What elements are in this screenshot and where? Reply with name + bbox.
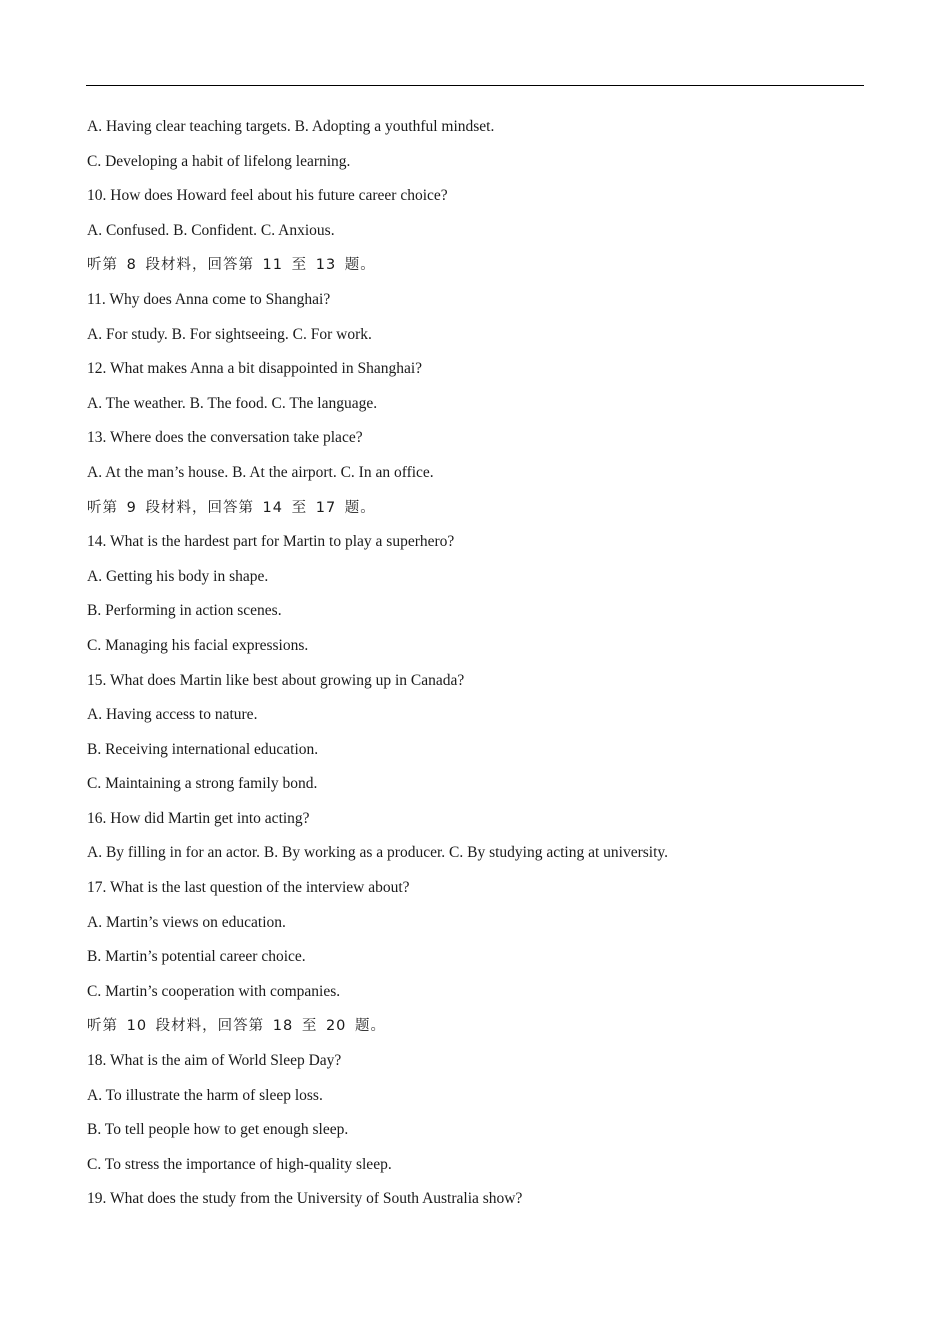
question-text: 12. What makes Anna a bit disappointed in Shanghai? [87,360,423,378]
section-instruction: 听第 8 段材料，回答第 11 至 13 题。 [87,257,376,274]
question-text: 17. What is the last question of the interview about? [87,879,410,897]
answer-options: C. To stress the importance of high-quality sleep. [87,1155,392,1173]
question-text: 11. Why does Anna come to Shanghai? [87,290,331,308]
answer-options: A. Having clear teaching targets. B. Adopting a youthful mindset. [87,118,495,135]
answer-options: B. Receiving international education. [87,740,319,758]
answer-options: A. To illustrate the harm of sleep loss. [87,1086,323,1104]
answer-options: B. Performing in action scenes. [87,602,282,620]
page-content [87,117,877,1224]
question-text: 18. What is the aim of World Sleep Day? [87,1052,342,1070]
question-text: 14. What is the hardest part for Martin to play a superhero? [87,533,455,551]
question-text: 16. How did Martin get into acting? [87,809,310,827]
question-text: 13. Where does the conversation take place? [87,429,363,447]
answer-options: A. Having access to nature. [87,706,258,724]
answer-options: A. At the man’s house. B. At the airport. C. In an office. [87,463,434,481]
answer-options: B. Martin’s potential career choice. [87,948,306,966]
answer-options: A. Martin’s views on education. [87,913,286,931]
answer-options: B. To tell people how to get enough sleep. [87,1121,349,1139]
answer-options: C. Maintaining a strong family bond. [87,775,318,793]
answer-options: A. By filling in for an actor. B. By working as a producer. C. By studying acting at university. [87,844,669,862]
question-text: 19. What does the study from the University of South Australia show? [87,1190,523,1208]
answer-options: C. Martin’s cooperation with companies. [87,982,341,1000]
header-rule [86,85,864,86]
question-text: 10. How does Howard feel about his future career choice? [87,187,448,205]
section-instruction: 听第 10 段材料，回答第 18 至 20 题。 [87,1018,387,1035]
answer-options: C. Managing his facial expressions. [87,636,309,654]
question-text: 15. What does Martin like best about growing up in Canada? [87,671,465,689]
answer-options: A. Getting his body in shape. [87,567,269,585]
answer-options: C. Developing a habit of lifelong learning. [87,152,351,170]
answer-options: A. For study. B. For sightseeing. C. For work. [87,325,372,343]
answer-options: A. Confused. B. Confident. C. Anxious. [87,221,335,239]
section-instruction: 听第 9 段材料，回答第 14 至 17 题。 [87,499,376,516]
answer-options: A. The weather. B. The food. C. The language. [87,394,378,412]
